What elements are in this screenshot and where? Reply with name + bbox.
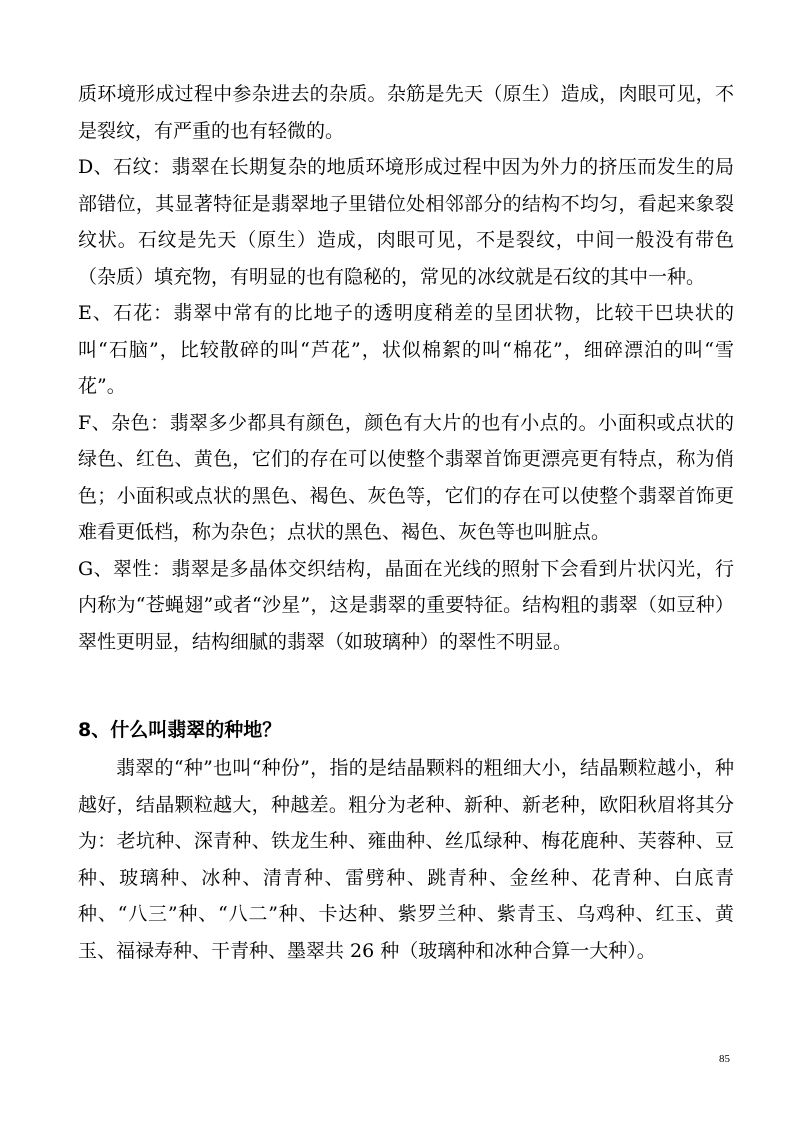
- paragraph-jade-varieties: 翡翠的“种”也叫“种份”，指的是结晶颗料的粗细大小，结晶颗粒越小，种越好，结晶颗粒越大，种越差。粗分为老种、新种、新老种，欧阳秋眉将其分为：老坑种、深青种、铁龙生种、雍曲种、丝瓜绿种、梅花鹿种、芙蓉种、豆种、玻璃种、冰种、清青种、雷劈种、跳青种、金丝种、花青种、白底青种、“八三”种、“八二”种、卡达种、紫罗兰种、紫青玉、乌鸡种、红玉、黄玉、福禄寿种、干青种、墨翠共 26 种（玻璃种和冰种合算一大种）。: [78, 757, 734, 962]
- paragraph-mixed-colors: F、杂色：翡翠多少都具有颜色，颜色有大片的也有小点的。小面积或点状的绿色、红色、黄色，它们的存在可以使整个翡翠首饰更漂亮更有特点，称为俏色；小面积或点状的黑色、褐色、灰色等，它们的存在可以使整个翡翠首饰更难看更低档，称为杂色；点状的黑色、褐色、灰色等也叫脏点。: [78, 411, 734, 543]
- paragraph-stone-lines: D、石纹：翡翠在长期复杂的地质环境形成过程中因为外力的挤压而发生的局部错位，其显著特征是翡翠地子里错位处相邻部分的结构不均匀，看起来象裂纹状。石纹是先天（原生）造成，肉眼可见，不是裂纹，中间一般没有带色（杂质）填充物，有明显的也有隐秘的，常见的冰纹就是石纹的其中一种。: [78, 156, 734, 288]
- paragraph-stone-flowers: E、石花：翡翠中常有的比地子的透明度稍差的呈团状物，比较干巴块状的叫“石脑”，比较散碎的叫“芦花”，状似棉絮的叫“棉花”，细碎漂泊的叫“雪花”。: [78, 302, 734, 397]
- section-heading: 8、什么叫翡翠的种地？: [78, 719, 282, 741]
- paragraph-jade-luster: G、翠性：翡翠是多晶体交织结构，晶面在光线的照射下会看到片状闪光，行内称为“苍蝇翅”或者“沙星”，这是翡翠的重要特征。结构粗的翡翠（如豆种）翠性更明显，结构细腻的翡翠（如玻璃种）的翠性不明显。: [78, 557, 734, 653]
- paragraph-impurity-continued: 质环境形成过程中参杂进去的杂质。杂筋是先天（原生）造成，肉眼可见，不是裂纹，有严重的也有轻微的。: [78, 83, 734, 142]
- page-number: 85: [719, 1053, 730, 1065]
